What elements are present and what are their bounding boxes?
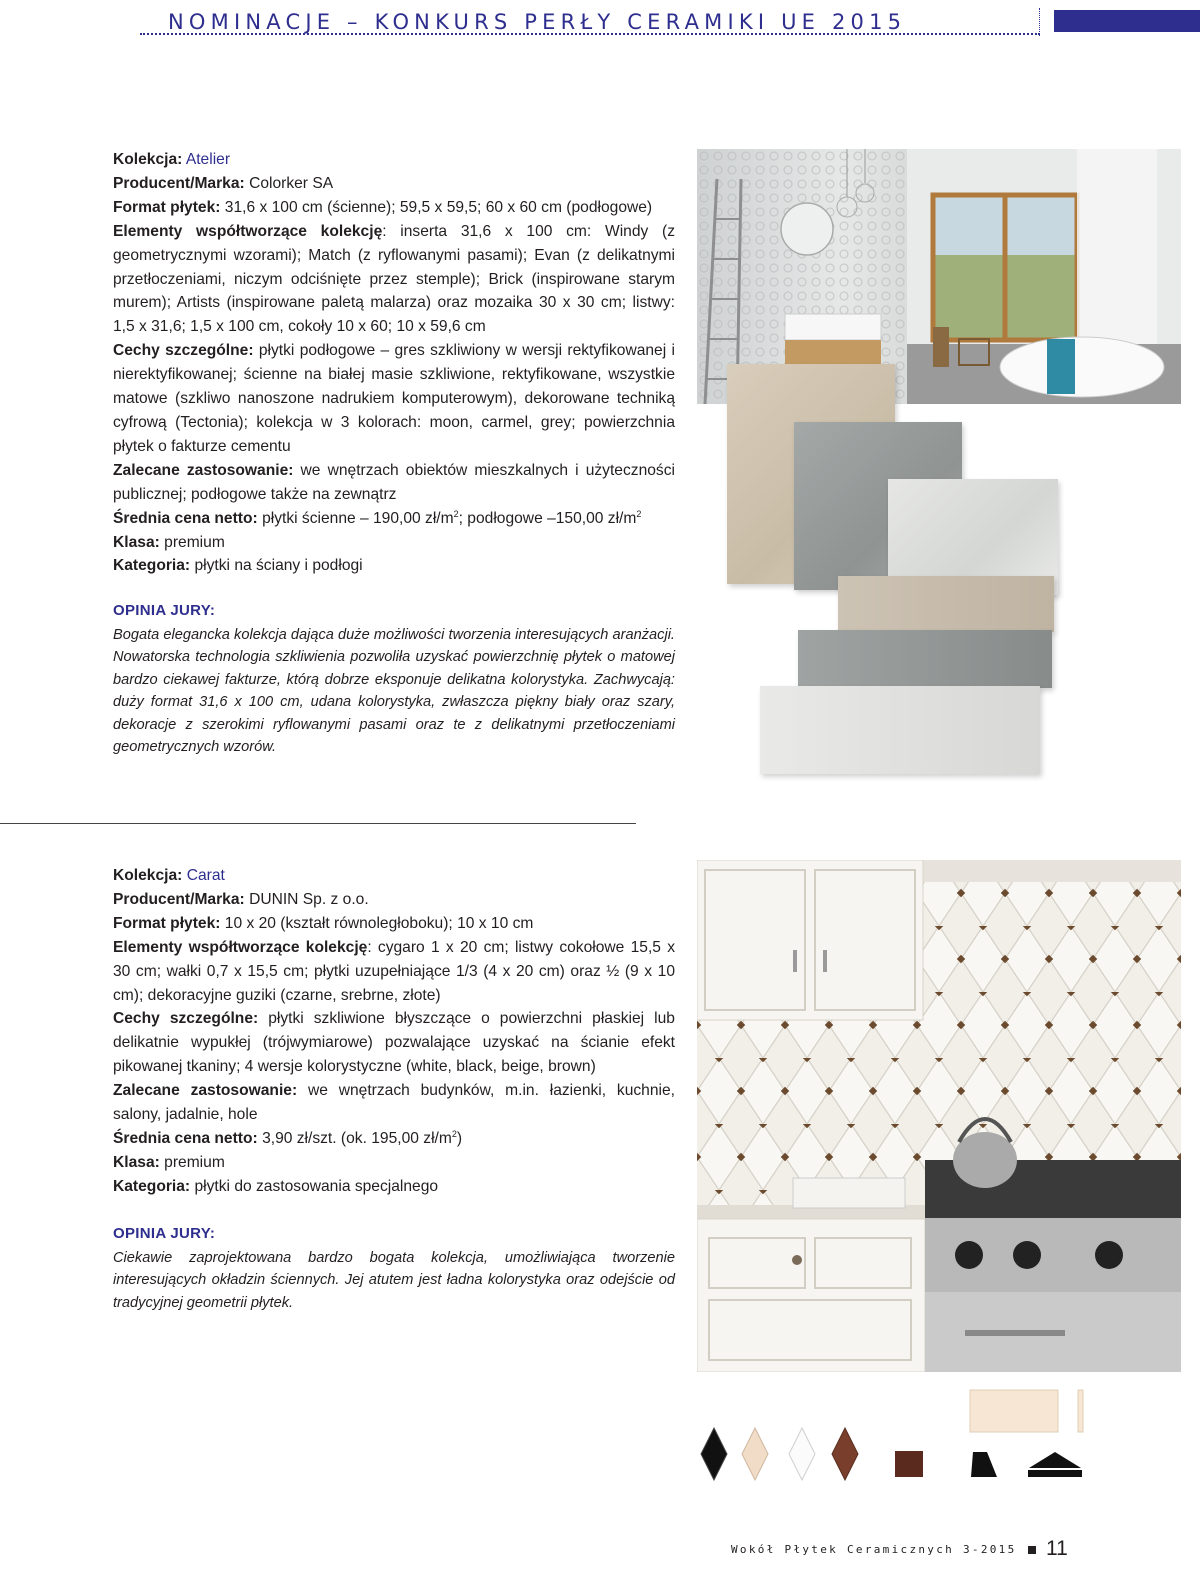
swatch-beige-diamond <box>742 1428 768 1480</box>
carat-cena-sup: 2 <box>451 1128 457 1139</box>
footer-square-icon <box>1028 1546 1036 1554</box>
atelier-cena-sup-2: 2 <box>636 508 642 519</box>
page-number: 11 <box>1046 1537 1068 1560</box>
atelier-cena-value-1: płytki ścienne – 190,00 zł/m <box>262 509 454 527</box>
carat-jury <box>113 1223 675 1314</box>
carat-producent-value: DUNIN Sp. z o.o. <box>249 890 369 908</box>
atelier-jury <box>113 600 675 759</box>
swatch-brown-diamond <box>832 1428 858 1480</box>
carat-zalecane-value: we wnętrzach budynków, m.in. łazienki, kuchnie, salony, jadalnie, hole <box>113 1082 675 1124</box>
carat-kategoria-value: płytki do zastosowania specjalnego <box>194 1177 439 1195</box>
atelier-floor-tile-carmel <box>838 576 1054 632</box>
carat-klasa-value: premium <box>164 1153 225 1171</box>
carat-kitchen-photo <box>697 860 1181 1372</box>
carat-format-value: 10 x 20 (kształt równoległoboku); 10 x 10 cm <box>224 914 534 932</box>
atelier-cechy-label: Cechy szczególne: <box>113 342 254 360</box>
header-color-bar <box>1054 10 1200 32</box>
carat-producent-label: Producent/Marka: <box>113 890 245 908</box>
carat-kolekcja-label: Kolekcja: <box>113 867 183 884</box>
atelier-cena-sup-1: 2 <box>453 508 459 519</box>
atelier-zalecane-value: we wnętrzach obiektów mieszkalnych i użyteczności publicznej; podłogowe także na zewnątrz <box>113 461 675 503</box>
atelier-kategoria-value: płytki na ściany i podłogi <box>194 557 363 575</box>
swatch-black-diamond <box>701 1428 727 1480</box>
atelier-kolekcja-label: Kolekcja: <box>113 151 183 168</box>
swatch-bar <box>1028 1470 1082 1477</box>
page-header <box>140 8 1200 36</box>
carat-jury-title: OPINIA JURY: <box>113 1225 216 1242</box>
kitchen-illustration <box>697 860 1181 1372</box>
atelier-jury-text: Bogata elegancka kolekcja dająca duże możliwości tworzenia interesujących aranżacji. Nowatorska technologia szkliwienia pozwoliła uzyskać powierzchnię płytek o matowej bardzo ciekawej fakturze, którą dobrze eksponuje delikatna kolorystyka. Zachwycają: duży format 31,6 x 100 cm, udana kolorystyka, zwłaszcza piękny biały oraz szary, dekoracje z szerokimi ryflowanymi pasami oraz te z delikatnymi przetłoczeniami geometrycznych wzorów. <box>113 626 675 755</box>
atelier-klasa-value: premium <box>164 533 225 551</box>
carat-cena-label: Średnia cena netto: <box>113 1129 258 1147</box>
carat-elementy-label: Elementy współtworzące kolekcję <box>113 938 368 956</box>
swatch-trapezoid <box>971 1452 997 1477</box>
atelier-floor-tile-grey <box>798 630 1052 688</box>
swatch-white-diamond <box>789 1428 815 1480</box>
atelier-floor-tile-moon <box>760 686 1040 774</box>
atelier-zalecane-label: Zalecane zastosowanie: <box>113 461 294 479</box>
header-separator <box>1039 8 1041 36</box>
carat-format-label: Format płytek: <box>113 914 221 932</box>
swatch-illustration <box>695 1388 1090 1488</box>
carat-cechy-label: Cechy szczególne: <box>113 1010 259 1028</box>
atelier-kolekcja-value: Atelier <box>185 151 231 168</box>
carat-zalecane-label: Zalecane zastosowanie: <box>113 1082 298 1100</box>
atelier-cena-label: Średnia cena netto: <box>113 509 258 527</box>
swatch-square <box>895 1451 923 1477</box>
section-divider <box>0 823 636 824</box>
header-dotted-rule <box>140 33 1040 35</box>
carat-spec <box>113 864 675 1199</box>
carat-kolekcja-value: Carat <box>186 867 225 884</box>
carat-kategoria-label: Kategoria: <box>113 1177 191 1195</box>
carat-cechy-value: płytki szkliwione błyszczące o powierzchni płaskiej lub delikatnie wypukłej (trójwymiarowe) pozwalające uzyskać na ścianie efekt pikowanej tkaniny; 4 wersje kolorystyczne (white, black, beige, brown) <box>113 1010 675 1076</box>
atelier-producent-value: Colorker SA <box>249 174 334 192</box>
carat-cena-value-1: 3,90 zł/szt. (ok. 195,00 zł/m <box>262 1129 452 1147</box>
atelier-spec <box>113 148 675 578</box>
atelier-format-value: 31,6 x 100 cm (ścienne); 59,5 x 59,5; 60 x 60 cm (podłogowe) <box>224 198 653 216</box>
swatch-skirting <box>970 1390 1058 1432</box>
atelier-cena-value-2: ; podłogowe –150,00 zł/m <box>458 509 637 527</box>
header-title: NOMINACJE – KONKURS PERŁY CERAMIKI UE 2015 <box>168 10 907 34</box>
footer-publication: Wokół Płytek Ceramicznych 3-2015 <box>731 1543 1017 1556</box>
carat-cena-value-2: ) <box>456 1129 463 1147</box>
atelier-elementy-label: Elementy współtworzące kolekcję <box>113 222 383 240</box>
carat-jury-text: Ciekawie zaprojektowana bardzo bogata kolekcja, umożliwiająca tworzenie interesujących okładzin ściennych. Jej atutem jest ładna kolorystyka oraz odejście od tradycyjnej geometrii płytek. <box>113 1249 675 1311</box>
atelier-cechy-value: płytki podłogowe – gres szkliwiony w wersji rektyfikowanej i nierektyfikowanej; ścienne na białej masie szkliwione, rektyfikowane, wszystkie matowe (szkliwo nanoszone nadrukiem komputerowym), dekorowane techniką cyfrową (Tectonia); kolekcja w 3 kolorach: moon, carmel, grey; powierzchnia płytek o fakturze cementu <box>113 342 675 455</box>
atelier-producent-label: Producent/Marka: <box>113 174 245 192</box>
swatch-pencil <box>1078 1390 1083 1432</box>
atelier-format-label: Format płytek: <box>113 198 221 216</box>
carat-klasa-label: Klasa: <box>113 1153 160 1171</box>
atelier-klasa-label: Klasa: <box>113 533 160 551</box>
swatch-triangle <box>1029 1452 1081 1468</box>
atelier-jury-title: OPINIA JURY: <box>113 602 216 619</box>
carat-elementy-value: : cygaro 1 x 20 cm; listwy cokołowe 15,5 x 30 cm; wałki 0,7 x 15,5 cm; płytki uzupełniające 1/3 (4 x 20 cm) oraz ½ (9 x 10 cm); dekoracyjne guziki (czarne, srebrne, złote) <box>113 938 675 1004</box>
atelier-elementy-value: : inserta 31,6 x 100 cm: Windy (z geometrycznymi wzorami); Match (z ryflowanymi pasami); Evan (z delikatnymi przetłoczeniami, niczym odciśnięte przez stemple); Brick (inspirowane starym murem); Artists (inspirowane paletą malarza) oraz mozaika 30 x 30 cm; listwy: 1,5 x 31,6; 1,5 x 100 cm, cokoły 10 x 60; 10 x 59,6 cm <box>113 222 676 336</box>
atelier-kategoria-label: Kategoria: <box>113 557 191 575</box>
